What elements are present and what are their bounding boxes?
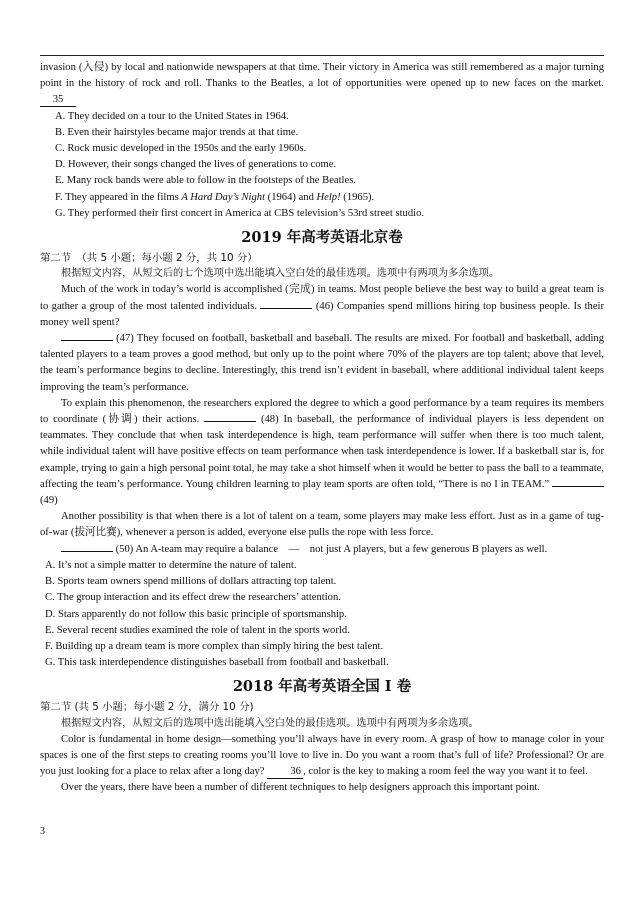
paragraph-3: To explain this phenomenon, the researchers explored the degree to which a good performance by a team requires its members to coordinate (协调) their actions. (48) In baseball, the performance of individual players is less dependent on teammates. They conclude that when task interdependence is high, team performance will suffer when there is too much talent, while individual talent will have positive effects on team performance when task interdependence is lower. If a basketball star is, for example, trying to gain a high personal point total, he may take a shot himself when it would be better to pass the ball to a teammate, affecting the team’s performance. Young children learning to play team sports are often told, “There is no I in TEAM.” (49) — [40, 397, 605, 507]
option-b: B. Even their hairstyles became major trends at that time. — [55, 126, 299, 138]
passage-continuation: invasion (入侵) by local and nationwide newspapers at that time. Their victory in America was still remembered as a major turning point in the history of rock and roll. Thanks to the Beatles, a lot of opportunities were opened up to new faces on the market. 35 — [40, 62, 604, 106]
page-number: 3 — [40, 826, 45, 837]
blank-49 — [552, 486, 604, 487]
option-d: D. However, their songs changed the lives of generations to come. — [55, 159, 337, 171]
option-c: C. Rock music developed in the 1950s and the early 1960s. — [55, 143, 307, 155]
blank-48 — [204, 421, 256, 422]
section-title-2018-national-1: 2018 年高考英语全国 I 卷 — [232, 678, 412, 696]
option-d: D. Stars apparently do not follow this basic principle of sportsmanship. — [45, 608, 347, 620]
paragraph-2: (47) They focused on football, basketball and baseball. The results are mixed. For football and basketball, adding talented players to a team proves a good method, but only up to the point where 70% of the players are top talent; above that level, the team’s performance begins to decline. Interestingly, this trend isn’t evident in baseball, where additional individual talent keeps improving the team’s performance. — [40, 333, 604, 393]
section-instruction: 根据短文内容，从短文后的七个选项中选出能填入空白处的最佳选项。选项中有两项为多余选项。 — [61, 268, 500, 280]
option-e: E. Many rock bands were able to follow in the footsteps of the Beatles. — [55, 175, 356, 187]
option-e: E. Several recent studies examined the role of talent in the sports world. — [45, 624, 350, 636]
header-rule — [40, 55, 604, 56]
option-f: F. Building up a dream team is more complex than simply hiring the best talent. — [45, 640, 384, 652]
blank-36: 36 — [267, 766, 303, 779]
paragraph-2: Over the years, there have been a number of different techniques to help designers approach this important point. — [61, 782, 541, 794]
paragraph-5: (50) An A-team may require a balance — not just A players, but a few generous B players as well. — [40, 542, 604, 558]
section-heading: 第二节 （共 5 小题；每小题 2 分，共 10 分） — [40, 252, 258, 265]
paragraph-1: Much of the work in today’s world is accomplished (完成) in teams. Most people believe the best way to build a great team is to gather a group of the most talented individuals. (46) Companies spend millions hiring top business people. Is their money well spent? — [40, 284, 605, 328]
page-content — [40, 60, 604, 797]
option-g: G. This task interdependence distinguishes baseball from football and basketball. — [45, 657, 389, 669]
option-a: A. It’s not a simple matter to determine the nature of talent. — [45, 559, 297, 571]
blank-35: 35 — [40, 94, 76, 107]
blank-47 — [61, 340, 113, 341]
section-instruction: 根据短文内容，从短文后的选项中选出能填入空白处的最佳选项。选项中有两项为多余选项。 — [61, 717, 479, 729]
section-title-2019-beijing: 2019 年高考英语北京卷 — [241, 229, 403, 247]
blank-50 — [61, 551, 113, 552]
option-a: A. They decided on a tour to the United States in 1964. — [55, 110, 289, 122]
option-g: G. They performed their first concert in America at CBS television’s 53rd street studio. — [55, 207, 425, 219]
option-c: C. The group interaction and its effect drew the researchers’ attention. — [45, 592, 341, 604]
paragraph-1: Color is fundamental in home design—something you’ll always have in every room. A grasp of how to manage color in your spaces is one of the first steps to creating rooms you’ll love to live in. Do you want a room that’s full of life? Professional? Or are you just looking for a place to relax after a long day? 36 , color is the key to making a room feel the way you want it to feel. — [40, 733, 604, 778]
option-b: B. Sports team owners spend millions of dollars attracting top talent. — [45, 576, 337, 588]
option-f: F. They appeared in the films A Hard Day’s Night (1964) and Help! (1965). — [55, 191, 375, 203]
blank-46 — [260, 308, 312, 309]
section-heading: 第二节 (共 5 小题；每小题 2 分，满分 10 分) — [40, 701, 254, 714]
paragraph-4: Another possibility is that when there is a lot of talent on a team, some players may make less effort. Just as in a game of tug-of-war (拔河比赛), whenever a person is added, everyone else pulls the rope with less force. — [40, 511, 604, 539]
